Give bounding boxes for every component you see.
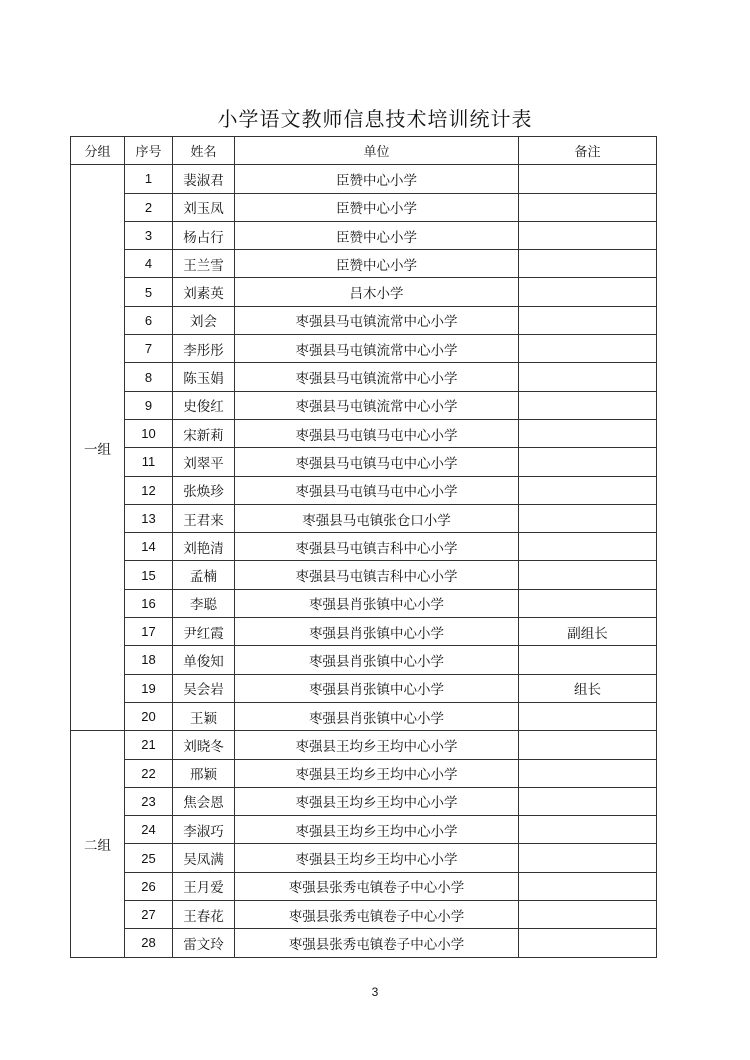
remark-cell [519,419,657,447]
remark-cell [519,702,657,730]
teacher-name-cell: 刘晓冬 [173,731,235,759]
row-number-cell: 25 [125,844,173,872]
school-unit-cell: 枣强县马屯镇马屯中心小学 [235,476,519,504]
column-header-number: 序号 [125,137,173,165]
school-unit-cell: 枣强县马屯镇吉科中心小学 [235,533,519,561]
school-unit-cell: 枣强县马屯镇马屯中心小学 [235,448,519,476]
table-row [71,250,657,278]
teacher-name-cell: 李彤彤 [173,335,235,363]
table-row [71,504,657,532]
column-header-unit: 单位 [235,137,519,165]
table-row [71,476,657,504]
remark-cell [519,561,657,589]
remark-cell [519,787,657,815]
row-number-cell: 1 [125,165,173,193]
table-row [71,306,657,334]
teacher-name-cell: 王春花 [173,901,235,929]
row-number-cell: 10 [125,419,173,447]
table-row [71,929,657,957]
row-number-cell: 17 [125,618,173,646]
row-number-cell: 23 [125,787,173,815]
school-unit-cell: 枣强县王均乡王均中心小学 [235,731,519,759]
remark-cell [519,165,657,193]
table-row [71,165,657,193]
table-row [71,844,657,872]
remark-cell [519,250,657,278]
teacher-name-cell: 吴会岩 [173,674,235,702]
teacher-name-cell: 焦会恩 [173,787,235,815]
teacher-name-cell: 王君来 [173,504,235,532]
remark-cell [519,589,657,617]
school-unit-cell: 枣强县王均乡王均中心小学 [235,816,519,844]
table-row [71,872,657,900]
row-number-cell: 24 [125,816,173,844]
table-row [71,759,657,787]
remark-cell [519,363,657,391]
row-number-cell: 28 [125,929,173,957]
teacher-name-cell: 刘会 [173,306,235,334]
remark-cell [519,193,657,221]
teacher-name-cell: 王月爱 [173,872,235,900]
table-row [71,646,657,674]
table-row [71,674,657,702]
row-number-cell: 21 [125,731,173,759]
teacher-name-cell: 刘素英 [173,278,235,306]
school-unit-cell: 枣强县肖张镇中心小学 [235,646,519,674]
table-row [71,335,657,363]
table-row [71,589,657,617]
remark-cell [519,844,657,872]
table-row [71,561,657,589]
row-number-cell: 11 [125,448,173,476]
teacher-name-cell: 王颖 [173,702,235,730]
table-row [71,618,657,646]
school-unit-cell: 枣强县马屯镇吉科中心小学 [235,561,519,589]
teacher-name-cell: 李淑巧 [173,816,235,844]
remark-cell [519,929,657,957]
row-number-cell: 27 [125,901,173,929]
remark-cell [519,476,657,504]
table-row [71,731,657,759]
table-row [71,787,657,815]
teacher-name-cell: 杨占行 [173,221,235,249]
teacher-name-cell: 孟楠 [173,561,235,589]
row-number-cell: 26 [125,872,173,900]
school-unit-cell: 枣强县马屯镇马屯中心小学 [235,419,519,447]
teacher-name-cell: 陈玉娟 [173,363,235,391]
row-number-cell: 18 [125,646,173,674]
remark-cell [519,901,657,929]
school-unit-cell: 臣赞中心小学 [235,221,519,249]
school-unit-cell: 枣强县肖张镇中心小学 [235,589,519,617]
teacher-name-cell: 王兰雪 [173,250,235,278]
teacher-name-cell: 史俊红 [173,391,235,419]
school-unit-cell: 枣强县张秀屯镇卷子中心小学 [235,929,519,957]
school-unit-cell: 臣赞中心小学 [235,165,519,193]
table-row [71,901,657,929]
group-label-cell: 二组 [71,731,125,957]
row-number-cell: 6 [125,306,173,334]
table-row [71,448,657,476]
table-row [71,363,657,391]
school-unit-cell: 枣强县马屯镇张仓口小学 [235,504,519,532]
teacher-name-cell: 李聪 [173,589,235,617]
row-number-cell: 9 [125,391,173,419]
row-number-cell: 3 [125,221,173,249]
remark-cell: 组长 [519,674,657,702]
teacher-name-cell: 刘翠平 [173,448,235,476]
school-unit-cell: 枣强县马屯镇流常中心小学 [235,363,519,391]
teacher-name-cell: 张焕珍 [173,476,235,504]
column-header-remark: 备注 [519,137,657,165]
row-number-cell: 16 [125,589,173,617]
school-unit-cell: 枣强县马屯镇流常中心小学 [235,335,519,363]
row-number-cell: 19 [125,674,173,702]
row-number-cell: 2 [125,193,173,221]
remark-cell [519,872,657,900]
school-unit-cell: 枣强县马屯镇流常中心小学 [235,306,519,334]
remark-cell [519,504,657,532]
column-header-group: 分组 [71,137,125,165]
row-number-cell: 15 [125,561,173,589]
row-number-cell: 5 [125,278,173,306]
remark-cell [519,335,657,363]
school-unit-cell: 枣强县肖张镇中心小学 [235,702,519,730]
table-row [71,193,657,221]
school-unit-cell: 枣强县张秀屯镇卷子中心小学 [235,901,519,929]
remark-cell [519,448,657,476]
teacher-name-cell: 邢颖 [173,759,235,787]
school-unit-cell: 枣强县马屯镇流常中心小学 [235,391,519,419]
remark-cell [519,816,657,844]
document-title: 小学语文教师信息技术培训统计表 [217,107,533,131]
row-number-cell: 20 [125,702,173,730]
teacher-name-cell: 刘艳清 [173,533,235,561]
teacher-name-cell: 单俊知 [173,646,235,674]
table-header-row [71,137,657,165]
school-unit-cell: 吕木小学 [235,278,519,306]
row-number-cell: 12 [125,476,173,504]
table-row [71,221,657,249]
school-unit-cell: 枣强县王均乡王均中心小学 [235,787,519,815]
teacher-name-cell: 刘玉凤 [173,193,235,221]
row-number-cell: 22 [125,759,173,787]
table-row [71,419,657,447]
row-number-cell: 13 [125,504,173,532]
remark-cell [519,533,657,561]
remark-cell [519,731,657,759]
remark-cell [519,391,657,419]
group-label-cell: 一组 [71,165,125,731]
column-header-name: 姓名 [173,137,235,165]
school-unit-cell: 枣强县张秀屯镇卷子中心小学 [235,872,519,900]
school-unit-cell: 臣赞中心小学 [235,193,519,221]
row-number-cell: 7 [125,335,173,363]
table-row [71,278,657,306]
school-unit-cell: 枣强县王均乡王均中心小学 [235,759,519,787]
table-row [71,702,657,730]
school-unit-cell: 枣强县王均乡王均中心小学 [235,844,519,872]
remark-cell [519,278,657,306]
remark-cell: 副组长 [519,618,657,646]
school-unit-cell: 臣赞中心小学 [235,250,519,278]
teacher-name-cell: 宋新莉 [173,419,235,447]
table-row [71,533,657,561]
remark-cell [519,646,657,674]
teacher-name-cell: 尹红霞 [173,618,235,646]
teacher-name-cell: 吴凤满 [173,844,235,872]
row-number-cell: 8 [125,363,173,391]
row-number-cell: 4 [125,250,173,278]
row-number-cell: 14 [125,533,173,561]
table-body [71,165,657,957]
page-number: 3 [371,985,379,999]
remark-cell [519,306,657,334]
training-roster-table [70,136,657,958]
school-unit-cell: 枣强县肖张镇中心小学 [235,618,519,646]
school-unit-cell: 枣强县肖张镇中心小学 [235,674,519,702]
teacher-name-cell: 雷文玲 [173,929,235,957]
table-row [71,816,657,844]
remark-cell [519,759,657,787]
teacher-name-cell: 裴淑君 [173,165,235,193]
remark-cell [519,221,657,249]
table-row [71,391,657,419]
